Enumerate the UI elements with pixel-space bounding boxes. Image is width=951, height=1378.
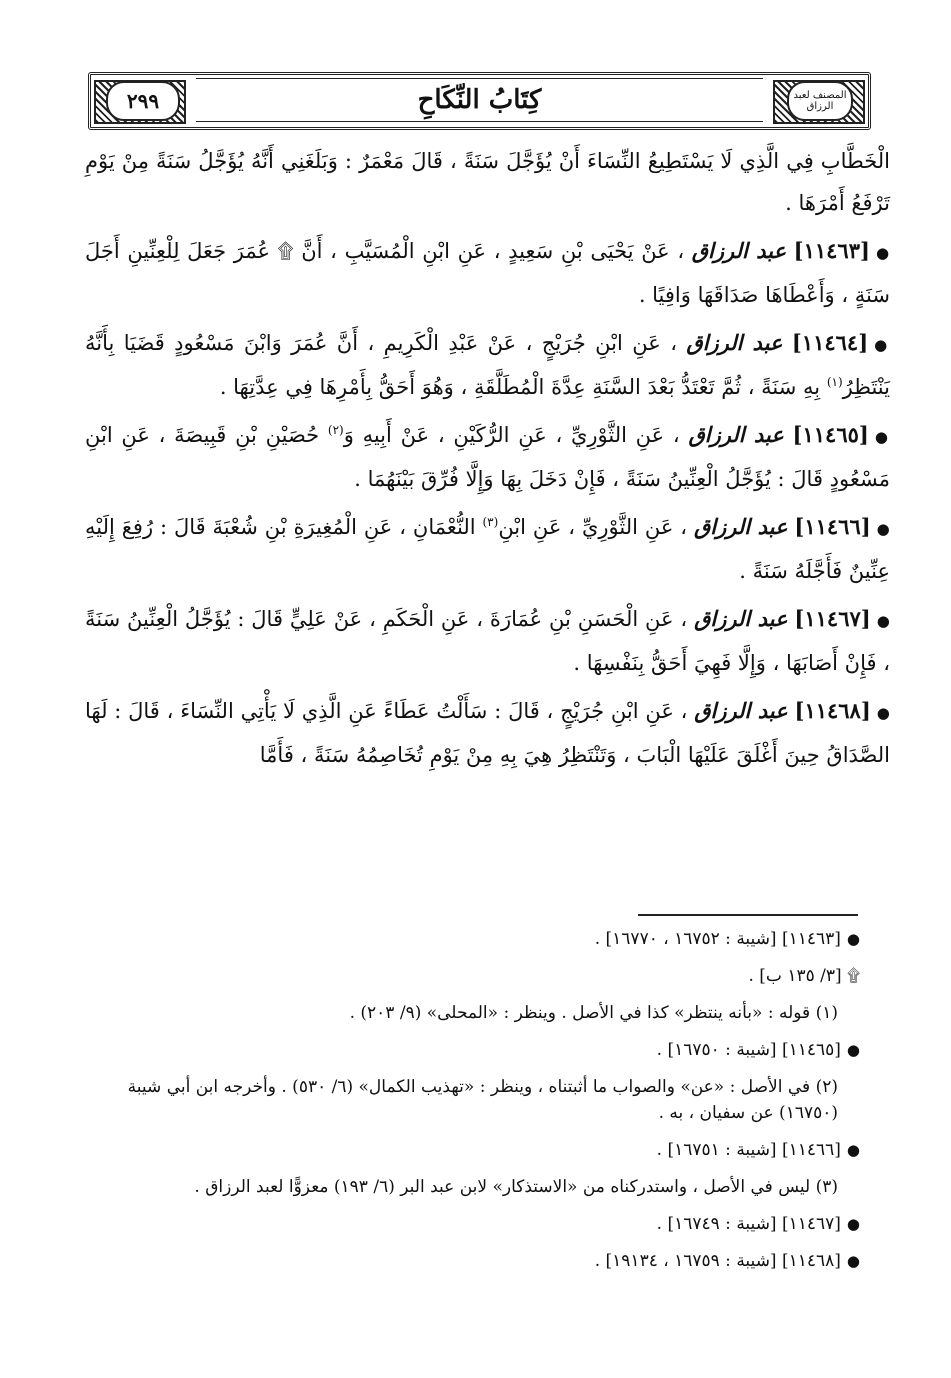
footnote-note (75, 1000, 860, 1026)
footnote-text: [١١٤٦٨] [شيبة : ١٦٧٥٩ ، ١٩١٣٤] . (594, 1251, 841, 1271)
footnote-text: [١١٤٦٦] [شيبة : ١٦٧٥١] . (656, 1140, 841, 1160)
author-name: عبد الرزاق (688, 422, 784, 447)
text-paragraph (85, 140, 890, 224)
footnote-source (75, 1137, 860, 1163)
paragraph-text: ، عَنِ الْحَسَنِ بْنِ عُمَارَةَ ، عَنِ الْحَكَمِ ، عَنْ عَلِيٍّ قَالَ : يُؤَجَّلُ الْعِنِّينُ سَنَةً ، فَإِنْ أَصَابَهَا ، وَإِلَّا فَهِيَ أَحَقُّ بِنَفْسِهَا . (85, 607, 890, 675)
hadith-number: [١١٤٦٥] (792, 422, 869, 447)
paragraph-text: النُّعْمَانِ ، عَنِ الْمُغِيرَةِ بْنِ شُعْبَةَ قَالَ : رُفِعَ إِلَيْهِ عِنِّينٌ فَأَجَّلَهُ سَنَةً . (85, 515, 890, 583)
hadith-number: [١١٤٦٨] (794, 698, 871, 723)
paragraph-text: ، عَنِ ابْنِ جُرَيْجٍ ، عَنْ عَبْدِ الْكَرِيمِ ، أَنَّ عُمَرَ وَابْنَ مَسْعُودٍ قَضَيَا بِأَنَّهُ يَنْتَظِرُ (85, 331, 890, 399)
hadith-paragraph (85, 598, 890, 684)
hadith-paragraph (85, 690, 890, 776)
bullet-icon: ● (876, 704, 890, 722)
footnote-text: [١١٤٦٣] [شيبة : ١٦٧٥٢ ، ١٦٧٧٠] . (594, 929, 841, 949)
hadith-number: [١١٤٦٣] (793, 238, 870, 263)
bullet-icon: ● (876, 612, 890, 630)
footnote-ref: (٢) (327, 423, 344, 437)
chapter-title: كِتَابُ النِّكَاحِ (417, 85, 542, 115)
footnote-source (75, 1248, 860, 1274)
bullet-icon: ● (876, 520, 890, 538)
paragraph-text: ، عَنِ الثَّوْرِيِّ ، عَنِ ابْنِ (498, 515, 688, 539)
footnotes (75, 926, 860, 1285)
bullet-icon: ● (846, 1215, 860, 1233)
footnote-text: [١١٤٦٧] [شيبة : ١٦٧٤٩] . (656, 1214, 841, 1234)
footnote-note (75, 1074, 860, 1126)
paragraph-text: ، عَنِ ابْنِ جُرَيْجٍ ، قَالَ : سَأَلْتُ عَطَاءً عَنِ الَّذِي لَا يَأْتِي النِّسَاءَ ، قَالَ : لَهَا الصَّدَاقُ حِينَ أَغْلَقَ عَلَيْهَا الْبَابَ ، وَتَنْتَظِرُ هِيَ بِهِ مِنْ يَوْمِ تُخَاصِمُهُ سَنَةً ، فَأَمَّا (85, 699, 890, 767)
bullet-icon: ● (846, 1041, 860, 1059)
footnote-ref: (١) (826, 375, 843, 389)
footnote-source (75, 1037, 860, 1063)
bullet-icon: ● (846, 930, 860, 948)
footnote-text: (٣) ليس في الأصل ، واستدركناه من «الاستذكار» لابن عبد البر (٦/ ١٩٣) معزوًّا لعبد الرزاق . (194, 1177, 838, 1197)
paragraph-text: ، عَنِ الثَّوْرِيِّ ، عَنِ الرُّكَيْنِ ، عَنْ أَبِيهِ وَ (343, 423, 680, 447)
page-number: ٢٩٩ (106, 81, 180, 121)
bullet-icon: ● (874, 428, 890, 446)
author-name: عبد الرزاق (691, 238, 787, 263)
hadith-number: [١١٤٦٦] (794, 514, 871, 539)
paragraph-text: الْخَطَّابِ فِي الَّذِي لَا يَسْتَطِيعُ النِّسَاءَ أَنْ يُؤَجَّلَ سَنَةً ، قَالَ مَعْمَرٌ : وَبَلَغَنِي أَنَّهُ يُؤَجَّلُ سَنَةً مِنْ يَوْمِ تَرْفَعُ أَمْرَهَا . (85, 149, 890, 215)
hadith-paragraph (85, 414, 890, 500)
bullet-icon: ● (846, 1141, 860, 1159)
bullet-icon: ● (875, 244, 890, 262)
book-logo: المصنف لعبد الرزاق (787, 81, 853, 121)
bullet-icon: ● (874, 336, 890, 354)
footnote-divider (638, 914, 858, 916)
paragraph-text: بِهِ سَنَةً ، ثُمَّ تَعْتَدُّ بَعْدَ السَّنَةِ عِدَّةَ الْمُطَلَّقَةِ ، وَهُوَ أَحَقُّ بِأَمْرِهَا فِي عِدَّتِهَا . (219, 375, 821, 399)
page-header (88, 72, 871, 130)
footnote-text: [١١٤٦٥] [شيبة : ١٦٧٥٠] . (656, 1040, 841, 1060)
author-name: عبد الرزاق (686, 330, 783, 355)
hadith-paragraph (85, 506, 890, 592)
author-name: عبد الرزاق (693, 514, 788, 539)
author-name: عبد الرزاق (694, 606, 788, 631)
footnote-ref: (٣) (482, 515, 499, 529)
hadith-number: [١١٤٦٧] (794, 606, 871, 631)
footnote-source (75, 1211, 860, 1237)
paragraph-text: حُصَيْنِ بْنِ قَبِيصَةَ ، عَنِ ابْنِ مَسْعُودٍ قَالَ : يُؤَجَّلُ الْعِنِّينُ سَنَةً ، فَإِنْ دَخَلَ بِهَا وَإِلَّا فُرِّقَ بَيْنَهُمَا . (85, 423, 890, 491)
footnote-text: (١) قوله : «بأنه ينتظر» كذا في الأصل . وينظر : «المحلى» (٩/ ٢٠٣) . (349, 1003, 838, 1023)
hadith-number: [١١٤٦٤] (791, 330, 869, 355)
footnote-text: ۩ [٣/ ١٣٥ ب] . (748, 966, 860, 986)
hadith-paragraph (85, 230, 890, 316)
footnote-source (75, 926, 860, 952)
title-band (196, 78, 763, 122)
footnote-text: (٢) في الأصل : «عن» والصواب ما أثبتناه ، وينظر : «تهذيب الكمال» (٦/ ٥٣٠) . وأخرجه ابن أبي شيبة (١٦٧٥٠) عن سفيان ، به . (127, 1077, 838, 1123)
bullet-icon: ● (846, 1252, 860, 1270)
footnote-note (75, 1174, 860, 1200)
author-name: عبد الرزاق (694, 698, 788, 723)
main-text (85, 140, 890, 782)
footnote-marker (75, 963, 860, 989)
paragraph-text: ، عَنْ يَحْيَى بْنِ سَعِيدٍ ، عَنِ ابْنِ الْمُسَيَّبِ ، أَنَّ ۩ عُمَرَ جَعَلَ لِلْعِنِّينِ أَجَلَ سَنَةٍ ، وَأَعْطَاهَا صَدَاقَهَا وَافِيًا . (85, 239, 890, 307)
hadith-paragraph (85, 322, 890, 408)
